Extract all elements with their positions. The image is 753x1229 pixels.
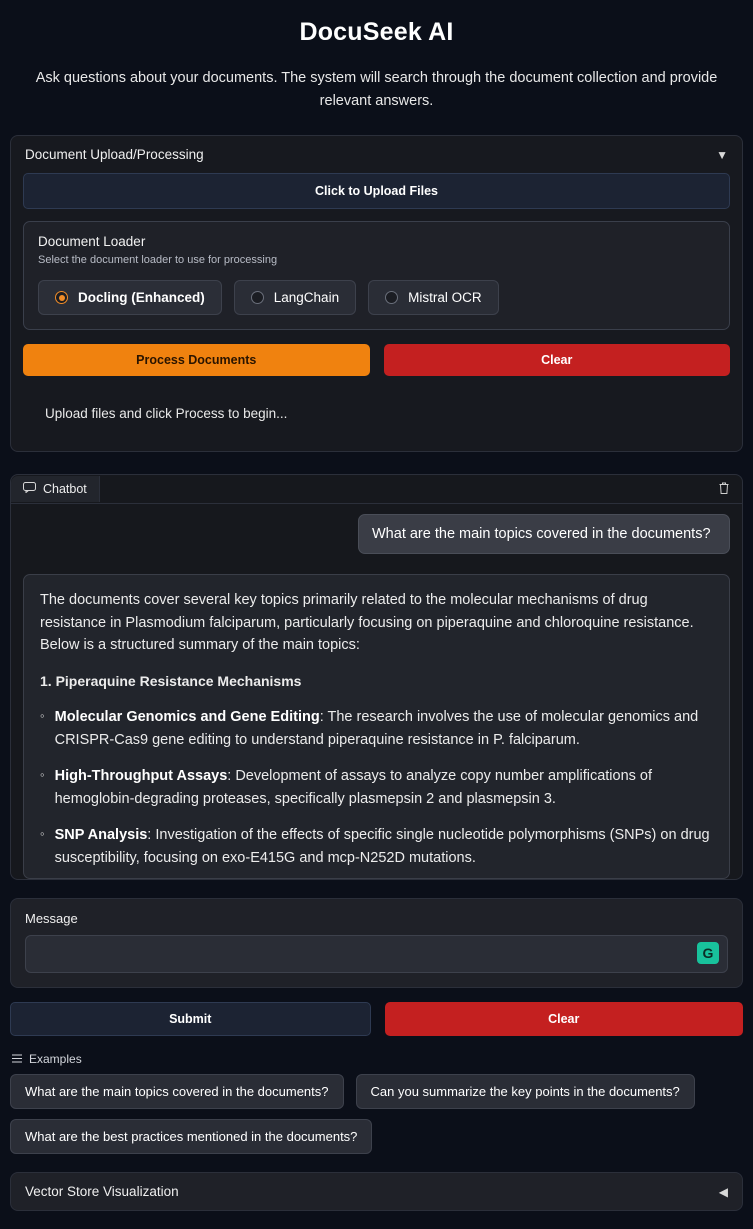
upload-status-text: Upload files and click Process to begin...: [45, 406, 288, 422]
bullet-term: Molecular Genomics and Gene Editing: [54, 709, 320, 726]
vector-store-panel: [10, 1172, 743, 1211]
bot-intro-paragraph: The documents cover several key topics primarily related to the molecular mechanisms of drug resistance in Plasmodium falciparum, particularly focusing on piperaquine and chloroquine resistance. Below is a structured summary of the main topics:: [40, 592, 694, 654]
examples-list: [10, 1074, 743, 1119]
tab-chatbot-label: Chatbot: [43, 482, 87, 497]
chatbot-panel: [10, 474, 743, 880]
bullet-text: : Investigation of the effects of specific single nucleotide polymorphisms (SNPs) on drug susceptibility, focusing on exo-E415G and mcp-N252D mutations.: [54, 827, 710, 866]
chatbot-messages: [11, 504, 742, 879]
page-title: DocuSeek AI: [299, 18, 454, 46]
message-label: Message: [25, 911, 78, 927]
radio-icon: [385, 291, 398, 304]
upload-action-row: [23, 344, 730, 376]
radio-mistral-ocr[interactable]: [368, 280, 499, 315]
clear-chat-icon[interactable]: [706, 476, 742, 503]
clear-message-button[interactable]: Clear: [385, 1002, 744, 1036]
vector-store-panel-title: Vector Store Visualization: [25, 1184, 179, 1200]
bullet-icon: ◦: [40, 826, 45, 842]
document-loader-options: [38, 280, 715, 315]
submit-button[interactable]: Submit: [10, 1002, 371, 1036]
bullet-icon: ◦: [40, 708, 45, 724]
tab-chatbot[interactable]: [11, 476, 100, 502]
bullet-term: High-Throughput Assays: [54, 768, 228, 785]
upload-files-button[interactable]: Click to Upload Files: [23, 173, 730, 209]
example-chip-2[interactable]: Can you summarize the key points in the documents?: [356, 1074, 695, 1109]
radio-langchain[interactable]: [234, 280, 356, 315]
clear-documents-button[interactable]: Clear: [384, 344, 731, 376]
chat-icon: [23, 482, 36, 496]
document-upload-panel-body: [11, 173, 742, 451]
document-upload-panel: [10, 135, 743, 452]
message-input-wrapper[interactable]: [25, 935, 728, 973]
chat-message-bot: [23, 574, 730, 879]
bullet-text: : Development of assays to analyze copy number amplifications of hemoglobin-degrading proteases, specifically plasmepsin 2 and plasmepsin 3.: [54, 768, 653, 807]
chevron-left-icon[interactable]: ◀: [718, 1184, 728, 1199]
radio-icon: [55, 291, 68, 304]
radio-icon: [251, 291, 264, 304]
page-subtitle: Ask questions about your documents. The system will search through the document collection and provide relevant answers.: [35, 70, 718, 110]
document-upload-panel-header[interactable]: [11, 136, 742, 173]
document-upload-panel-title: Document Upload/Processing: [25, 147, 204, 163]
radio-docling-enhanced-label: Docling (Enhanced): [78, 290, 205, 306]
bullet-term: SNP Analysis: [54, 827, 148, 844]
list-icon: [12, 1052, 22, 1066]
document-loader-group: [23, 221, 730, 330]
vector-store-panel-header[interactable]: [11, 1173, 742, 1210]
examples-label-text: Examples: [29, 1052, 82, 1067]
bullet-text: : The research involves the use of molecular genomics and CRISPR-Cas9 gene editing to understand piperaquine resistance in P. falciparum.: [54, 709, 699, 748]
chevron-down-icon[interactable]: ▼: [716, 147, 728, 162]
examples-list-second-row: [10, 1119, 743, 1164]
app-root: [0, 10, 753, 1211]
process-documents-button[interactable]: Process Documents: [23, 344, 370, 376]
example-chip-3[interactable]: What are the best practices mentioned in the documents?: [10, 1119, 372, 1154]
bot-bullet-item: [40, 765, 713, 810]
bot-bullet-item: [40, 706, 713, 751]
example-chip-1[interactable]: What are the main topics covered in the documents?: [10, 1074, 344, 1109]
bot-bullet-item: [40, 824, 713, 869]
radio-langchain-label: LangChain: [273, 290, 340, 306]
examples-label: [12, 1052, 743, 1066]
message-input[interactable]: [26, 936, 727, 972]
chatbot-topbar: [11, 475, 742, 504]
chat-message-user: What are the main topics covered in the documents?: [358, 514, 730, 554]
grammarly-icon[interactable]: G: [697, 942, 719, 964]
document-loader-subtitle: Select the document loader to use for processing: [38, 254, 278, 267]
document-loader-title: Document Loader: [38, 234, 146, 250]
radio-docling-enhanced[interactable]: [38, 280, 222, 315]
message-block: [10, 898, 743, 988]
bot-heading: 1. Piperaquine Resistance Mechanisms: [40, 672, 302, 689]
bullet-icon: ◦: [40, 767, 45, 783]
submit-row: [10, 1002, 743, 1036]
radio-mistral-ocr-label: Mistral OCR: [408, 290, 482, 306]
